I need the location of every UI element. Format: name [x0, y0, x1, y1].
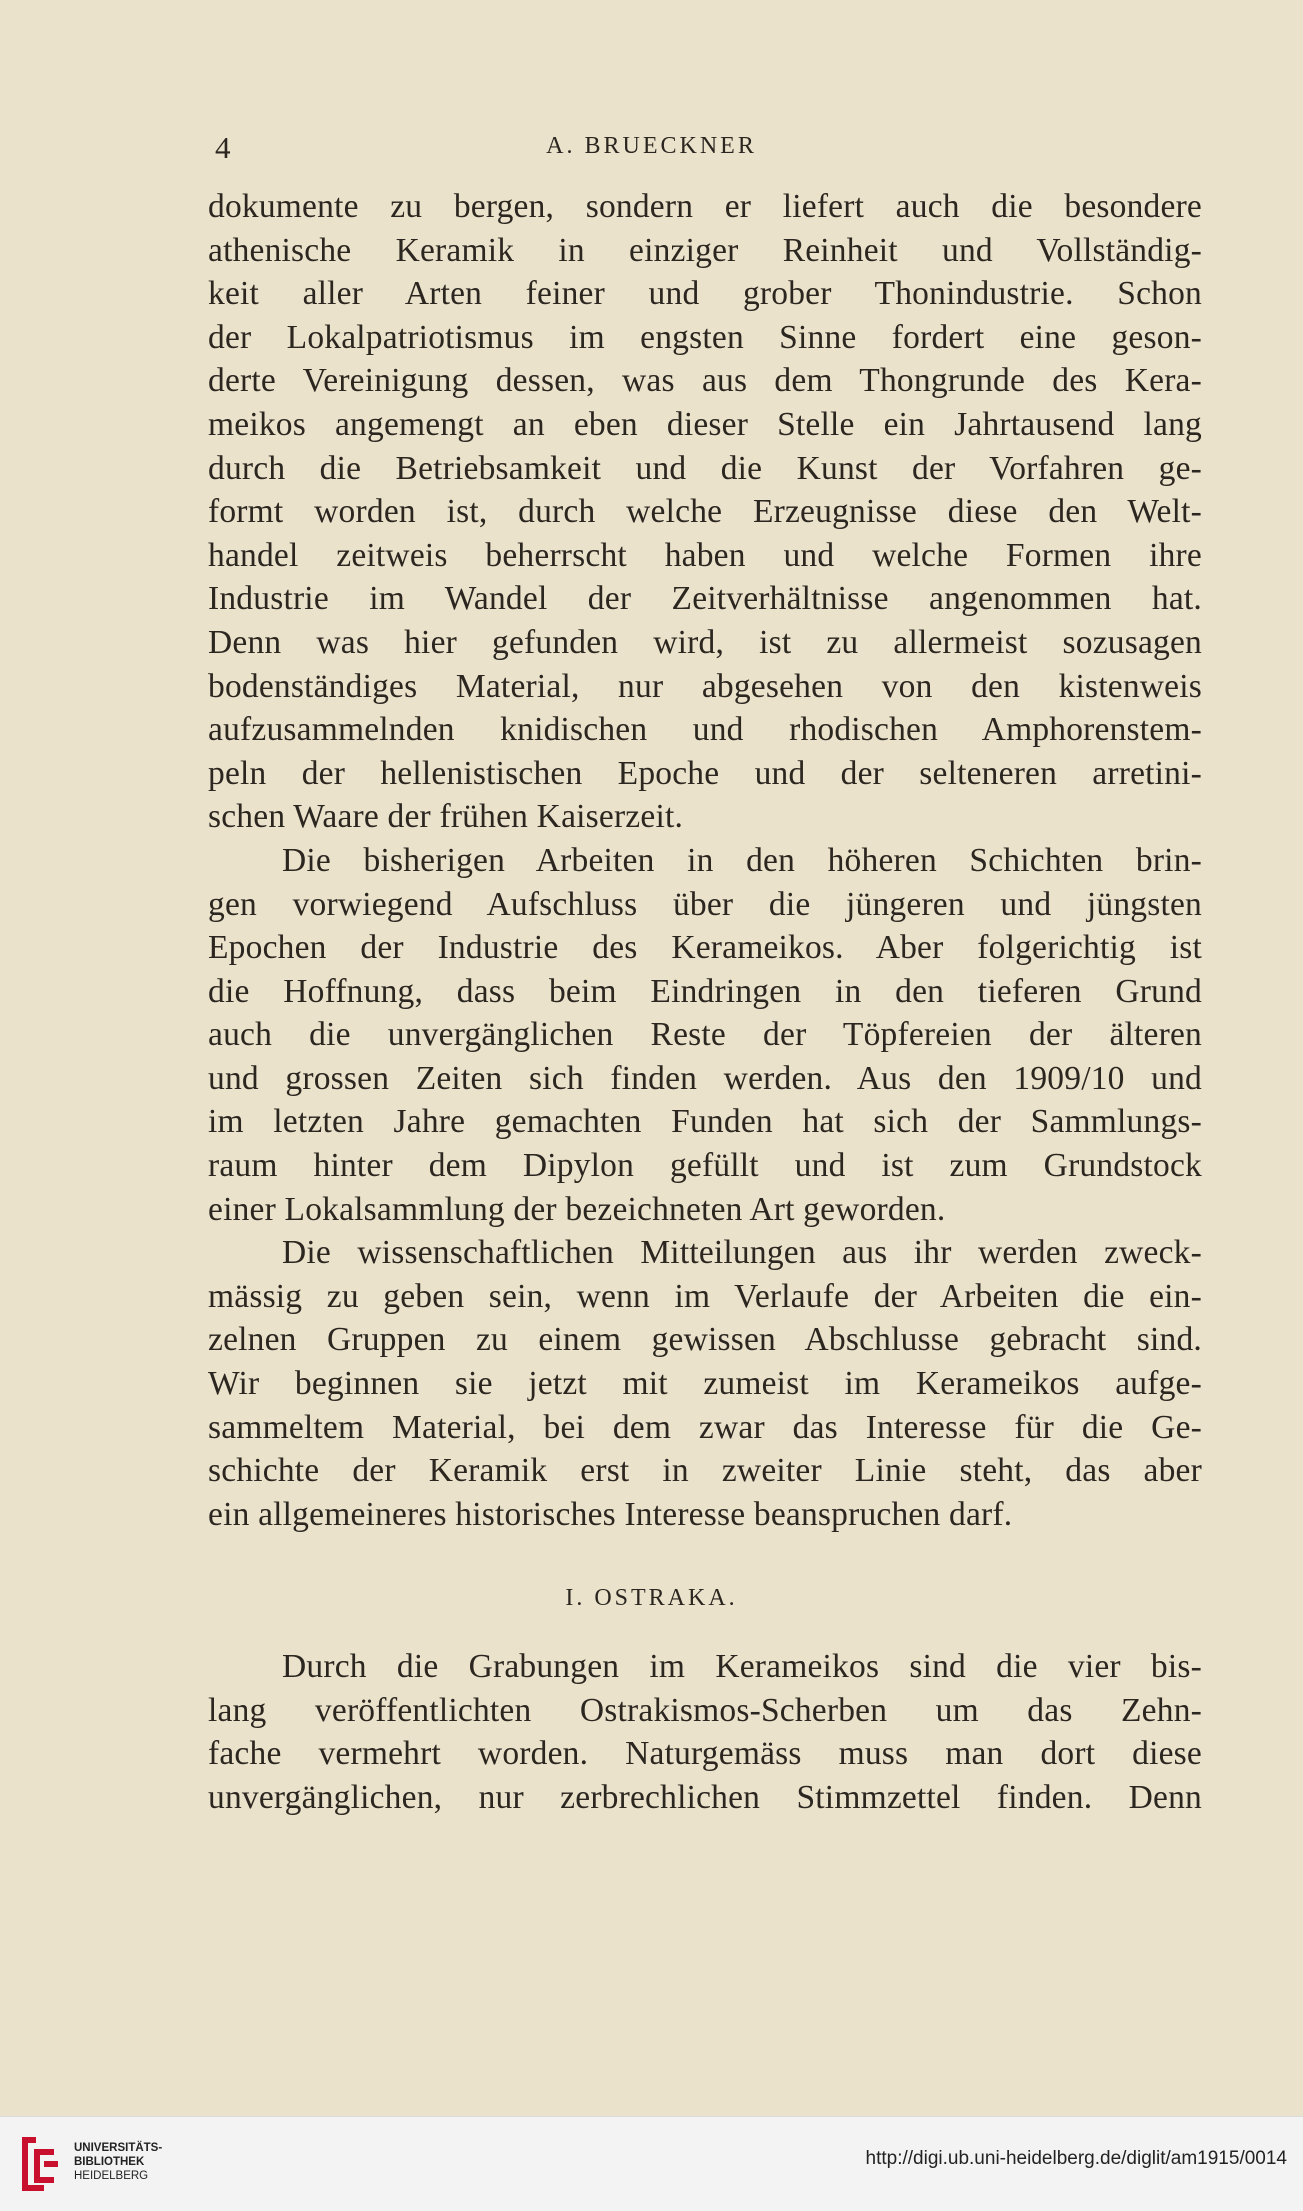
- section-heading: I. OSTRAKA.: [565, 1585, 738, 1611]
- text-line: raum hinter dem Dipylon gefüllt und ist zum Grundstock: [208, 1147, 1202, 1185]
- library-name-line: HEIDELBERG: [74, 2170, 149, 2182]
- body-text-before-section: [208, 185, 1202, 1536]
- paragraph: [208, 1231, 1202, 1536]
- library-name-line: BIBLIOTHEK: [74, 2156, 145, 2168]
- paragraph: [208, 839, 1202, 1231]
- text-line: die Hoffnung, dass beim Eindringen in den tieferen Grund: [208, 972, 1202, 1010]
- page-number: 4: [215, 130, 231, 165]
- text-line: dokumente zu bergen, sondern er liefert auch die besondere: [208, 188, 1202, 225]
- text-line: der Lokalpatriotismus im engsten Sinne fordert eine geson-: [208, 318, 1202, 356]
- text-line: keit aller Arten feiner und grober Thonindustrie. Schon: [208, 275, 1202, 313]
- text-line: bodenständiges Material, nur abgesehen von den kistenweis: [208, 667, 1202, 705]
- text-line: lang veröffentlichten Ostrakismos-Scherben um das Zehn-: [208, 1691, 1202, 1729]
- text-line: athenische Keramik in einziger Reinheit und Vollständig-: [208, 231, 1202, 269]
- text-line: einer Lokalsammlung der bezeichneten Art geworden.: [208, 1190, 946, 1228]
- text-line: handel zeitweis beherrscht haben und welche Formen ihre: [208, 536, 1202, 574]
- paragraph: [208, 185, 1202, 839]
- permalink-url[interactable]: http://digi.ub.uni-heidelberg.de/diglit/am1915/0014: [865, 2148, 1287, 2169]
- text-line: unvergänglichen, nur zerbrechlichen Stimmzettel finden. Denn: [208, 1778, 1202, 1816]
- text-line: schen Waare der frühen Kaiserzeit.: [208, 798, 684, 836]
- running-head: [0, 130, 1303, 170]
- viewer-footer: [0, 2116, 1303, 2211]
- text-line: fache vermehrt worden. Naturgemäss muss man dort diese: [208, 1735, 1202, 1773]
- text-line: ein allgemeineres historisches Interesse beanspruchen darf.: [208, 1495, 1013, 1533]
- text-line: Epochen der Industrie des Kerameikos. Aber folgerichtig ist: [208, 929, 1202, 967]
- paragraph: [208, 1645, 1202, 1819]
- text-line: aufzusammelnden knidischen und rhodischen Amphorenstem-: [208, 711, 1202, 749]
- text-line: peln der hellenistischen Epoche und der selteneren arretini-: [208, 754, 1202, 792]
- text-line: mässig zu geben sein, wenn im Verlaufe der Arbeiten die ein-: [208, 1277, 1202, 1315]
- text-line: derte Vereinigung dessen, was aus dem Thongrunde des Kera-: [208, 362, 1202, 400]
- text-line: Die bisherigen Arbeiten in den höheren Schichten brin-: [282, 841, 1202, 879]
- text-line: meikos angemengt an eben dieser Stelle ein Jahrtausend lang: [208, 405, 1202, 443]
- text-line: durch die Betriebsamkeit und die Kunst der Vorfahren ge-: [208, 449, 1202, 487]
- text-line: Die wissenschaftlichen Mitteilungen aus ihr werden zweck-: [282, 1234, 1202, 1272]
- text-line: Denn was hier gefunden wird, ist zu allermeist sozusagen: [208, 623, 1202, 661]
- library-name-line: UNIVERSITÄTS-: [74, 2142, 163, 2154]
- text-line: sammeltem Material, bei dem zwar das Interesse für die Ge-: [208, 1408, 1202, 1446]
- text-line: auch die unvergänglichen Reste der Töpfereien der älteren: [208, 1016, 1202, 1054]
- text-line: Wir beginnen sie jetzt mit zumeist im Kerameikos aufge-: [208, 1365, 1202, 1403]
- text-line: formt worden ist, durch welche Erzeugnisse diese den Welt-: [208, 493, 1202, 531]
- library-name: [74, 2141, 162, 2183]
- text-line: schichte der Keramik erst in zweiter Linie steht, das aber: [208, 1452, 1202, 1490]
- text-line: gen vorwiegend Aufschluss über die jüngeren und jüngsten: [208, 885, 1202, 923]
- text-line: Durch die Grabungen im Kerameikos sind die vier bis-: [282, 1648, 1202, 1685]
- text-line: und grossen Zeiten sich finden werden. Aus den 1909/10 und: [208, 1059, 1202, 1097]
- library-logo-icon: [14, 2133, 62, 2195]
- running-title: A. BRUECKNER: [546, 133, 757, 159]
- text-line: Industrie im Wandel der Zeitverhältnisse angenommen hat.: [208, 580, 1202, 618]
- text-line: im letzten Jahre gemachten Funden hat sich der Sammlungs-: [208, 1103, 1202, 1141]
- body-text-after-section: [208, 1645, 1202, 1819]
- text-line: zelnen Gruppen zu einem gewissen Abschlusse gebracht sind.: [208, 1321, 1202, 1359]
